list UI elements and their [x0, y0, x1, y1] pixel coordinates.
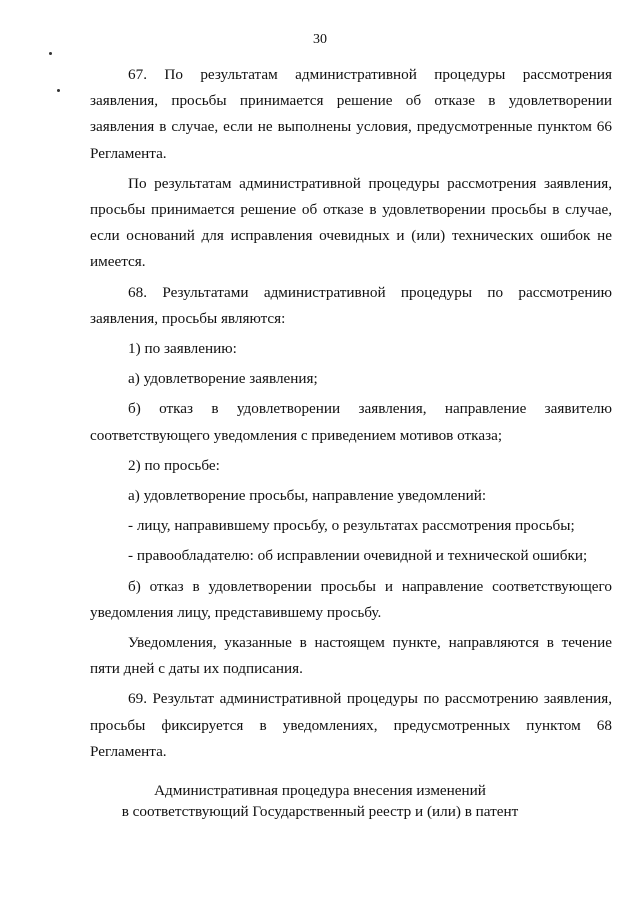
section-heading-line: в соответствующий Государственный реестр и (или) в патент	[121, 803, 519, 820]
section-heading	[0, 780, 640, 822]
list-item: б) отказ в удовлетворении просьбы и направление соответствующего уведомления лицу, представившему просьбу.	[90, 577, 612, 621]
scan-speck	[57, 89, 60, 92]
list-item: - правообладателю: об исправлении очевидной и технической ошибки;	[128, 547, 588, 565]
paragraph-68: 68. Результатами административной процедуры по рассмотрению заявления, просьбы являются:	[90, 283, 612, 327]
paragraph-notice: Уведомления, указанные в настоящем пункте, направляются в течение пяти дней с даты их подписания.	[90, 634, 612, 678]
page-number: 30	[313, 32, 327, 47]
scan-speck	[49, 52, 52, 55]
list-item: - лицу, направившему просьбу, о результатах рассмотрения просьбы;	[128, 517, 575, 535]
paragraph-67: 67. По результатам административной процедуры рассмотрения заявления, просьбы принимается решение об отказе в удовлетворении заявления в случае, если не выполнены условия, предусмотренные пунктом 66 Регламента.	[90, 66, 612, 162]
paragraph-67-cont: По результатам административной процедуры рассмотрения заявления, просьбы принимается решение об отказе в удовлетворении просьбы в случае, если оснований для исправления очевидных и (или) технических ошибок не имеется.	[90, 174, 612, 271]
paragraph-69: 69. Результат административной процедуры по рассмотрению заявления, просьбы фиксируется в уведомлениях, предусмотренных пунктом 68 Регламента.	[90, 690, 612, 760]
section-heading-line: Административная процедура внесения изменений	[154, 782, 486, 799]
body-text	[90, 62, 612, 765]
list-item: 2) по просьбе:	[128, 456, 220, 474]
list-item: б) отказ в удовлетворении заявления, направление заявителю соответствующего уведомления с приведением мотивов отказа;	[90, 400, 612, 444]
list-item: 1) по заявлению:	[128, 340, 237, 358]
list-item: а) удовлетворение заявления;	[128, 370, 318, 388]
list-item: а) удовлетворение просьбы, направление уведомлений:	[128, 487, 487, 505]
